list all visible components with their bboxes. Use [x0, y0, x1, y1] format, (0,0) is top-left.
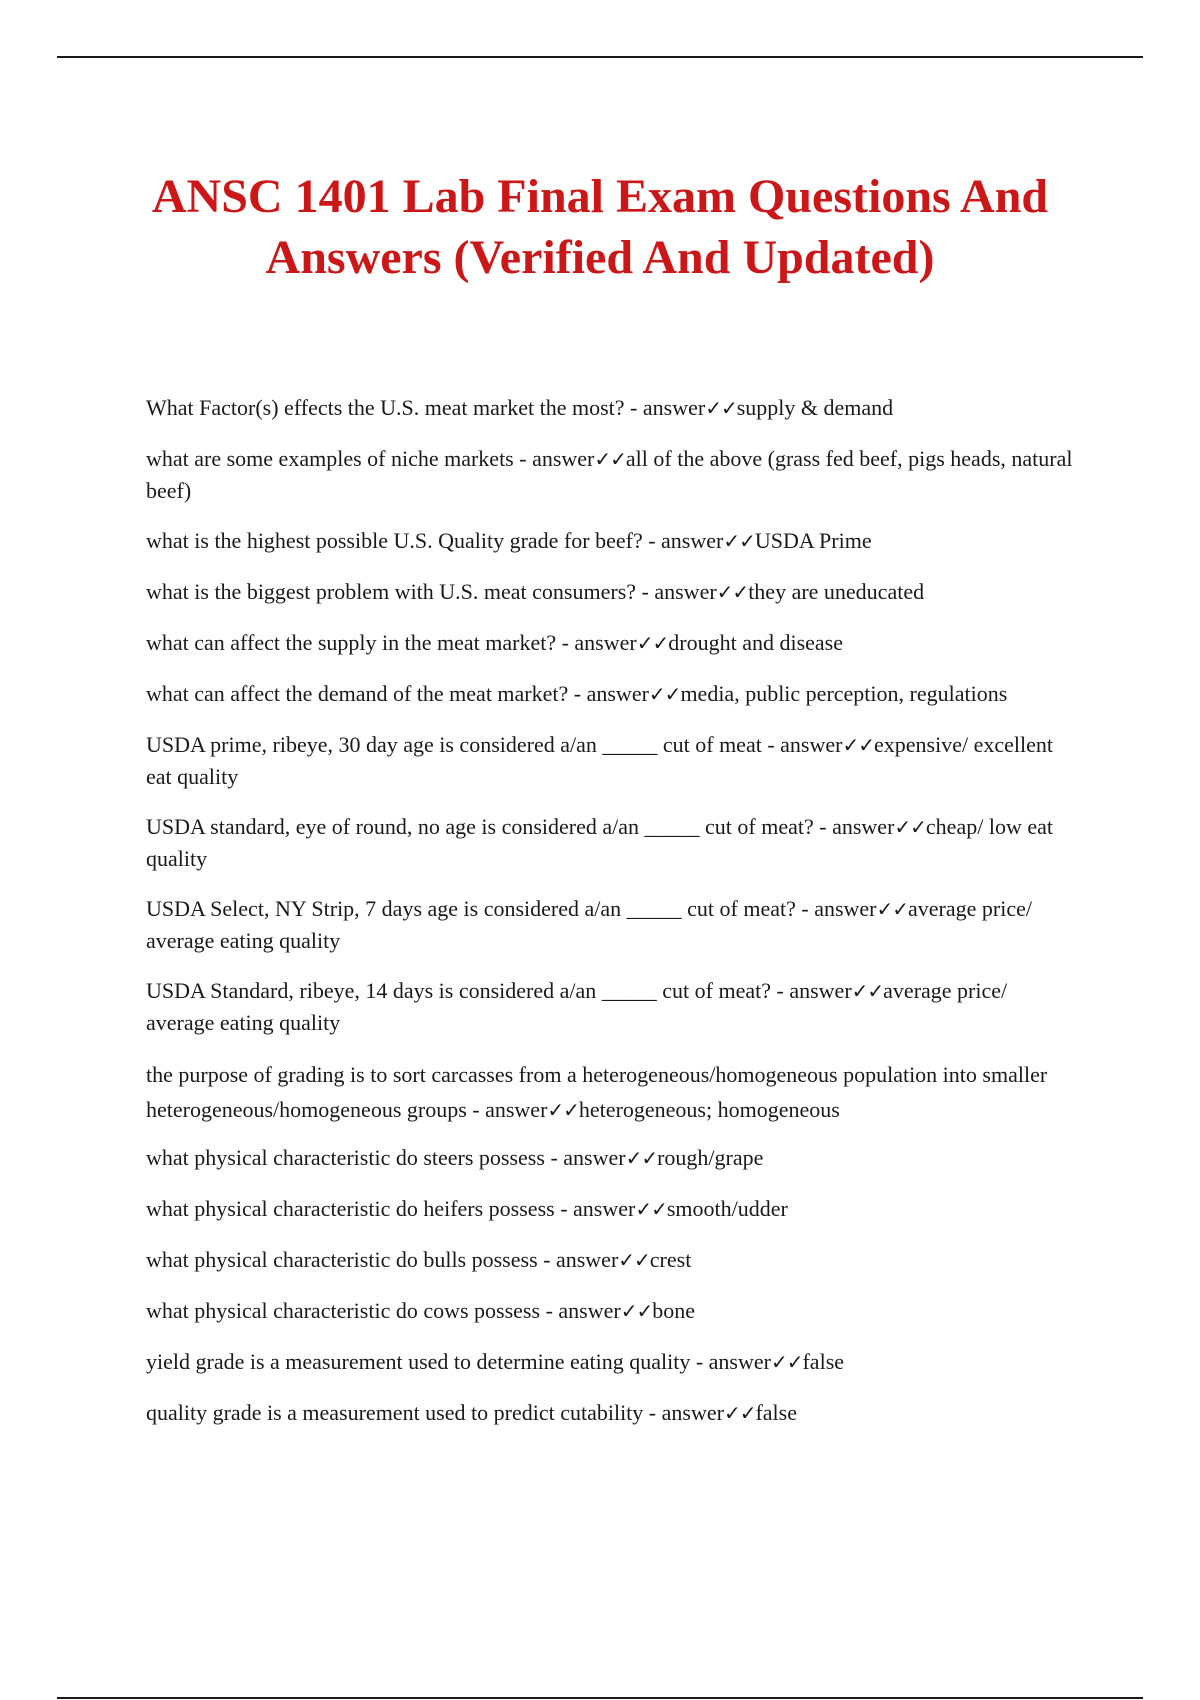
answer-prefix: answer	[708, 1349, 771, 1374]
answer-text: USDA Prime	[754, 528, 872, 553]
question-text: what are some examples of niche markets	[146, 446, 514, 471]
question-text: yield grade is a measurement used to determine eating quality	[146, 1349, 691, 1374]
separator: -	[540, 1298, 559, 1323]
qa-item	[146, 1397, 1076, 1429]
qa-item	[146, 443, 1076, 506]
separator: -	[795, 896, 815, 921]
double-check-icon: ✓✓	[648, 682, 681, 706]
double-check-icon: ✓✓	[705, 396, 737, 420]
separator: -	[643, 1400, 662, 1425]
question-text: what physical characteristic do cows possess	[146, 1298, 541, 1323]
question-text: USDA standard, eye of round, no age is considered a/an _____ cut of meat?	[146, 814, 814, 839]
separator: -	[544, 1145, 564, 1170]
question-text: What Factor(s) effects the U.S. meat market the most?	[146, 395, 625, 420]
document-title: ANSC 1401 Lab Final Exam Questions And Answers (Verified And Updated)	[151, 170, 1049, 284]
double-check-icon: ✓✓	[723, 1401, 756, 1425]
question-text: USDA Select, NY Strip, 7 days age is considered a/an _____ cut of meat?	[146, 896, 796, 921]
double-check-icon: ✓✓	[635, 1197, 667, 1221]
answer-text: they are uneducated	[748, 579, 925, 604]
separator: -	[761, 732, 781, 757]
answer-prefix: answer	[661, 1400, 724, 1425]
qa-item	[146, 678, 1076, 710]
separator: -	[813, 814, 833, 839]
question-text: USDA Standard, ribeye, 14 days is considered a/an _____ cut of meat?	[146, 978, 772, 1003]
answer-prefix: answer	[832, 814, 895, 839]
qa-item	[146, 1057, 1076, 1128]
qa-item	[146, 893, 1076, 956]
answer-text: cheap/ low eat quality	[146, 814, 1053, 871]
separator: -	[771, 978, 790, 1003]
double-check-icon: ✓✓	[636, 631, 669, 655]
question-text: USDA prime, ribeye, 30 day age is considered a/an _____ cut of meat	[146, 732, 762, 757]
question-text: the purpose of grading is to sort carcasses from a heterogeneous/homogeneous population into smaller heterogeneous/homogeneous groups	[146, 1062, 1048, 1122]
question-text: what can affect the demand of the meat market?	[146, 681, 569, 706]
answer-prefix: answer	[586, 681, 649, 706]
double-check-icon: ✓✓	[842, 733, 874, 757]
qa-item	[146, 811, 1076, 874]
question-text: what physical characteristic do bulls possess	[146, 1247, 538, 1272]
qa-item	[146, 1295, 1076, 1327]
question-text: quality grade is a measurement used to predict cutability	[146, 1400, 644, 1425]
double-check-icon: ✓✓	[770, 1350, 803, 1374]
answer-prefix: answer	[532, 446, 595, 471]
qa-item	[146, 627, 1076, 659]
double-check-icon: ✓✓	[618, 1248, 650, 1272]
separator: -	[513, 446, 533, 471]
qa-item	[146, 1346, 1076, 1378]
answer-prefix: answer	[814, 896, 877, 921]
answer-prefix: answer	[563, 1145, 626, 1170]
qa-list	[146, 392, 1076, 1448]
answer-prefix: answer	[555, 1247, 619, 1272]
answer-prefix: answer	[780, 732, 843, 757]
separator: -	[568, 681, 587, 706]
answer-prefix: answer	[574, 630, 637, 655]
question-text: what is the highest possible U.S. Quality grade for beef?	[146, 528, 643, 553]
answer-text: heterogeneous; homogeneous	[578, 1097, 840, 1122]
answer-text: supply & demand	[736, 395, 894, 420]
answer-prefix: answer	[573, 1196, 636, 1221]
answer-text: drought and disease	[668, 630, 843, 655]
separator: -	[554, 1196, 574, 1221]
top-rule	[57, 56, 1143, 58]
double-check-icon: ✓✓	[716, 580, 749, 604]
answer-prefix: answer	[654, 579, 717, 604]
answer-text: false	[755, 1400, 797, 1425]
question-text: what physical characteristic do heifers possess	[146, 1196, 555, 1221]
answer-prefix: answer	[789, 978, 852, 1003]
qa-item	[146, 729, 1076, 792]
separator: -	[690, 1349, 709, 1374]
answer-prefix: answer	[642, 395, 706, 420]
answer-prefix: answer	[485, 1097, 548, 1122]
answer-text: media, public perception, regulations	[680, 681, 1008, 706]
answer-text: average price/ average eating quality	[146, 978, 1008, 1035]
answer-text: smooth/udder	[666, 1196, 788, 1221]
double-check-icon: ✓✓	[723, 529, 755, 553]
double-check-icon: ✓✓	[851, 979, 884, 1003]
double-check-icon: ✓✓	[876, 897, 909, 921]
question-text: what physical characteristic do steers possess	[146, 1145, 545, 1170]
answer-text: crest	[649, 1247, 692, 1272]
answer-text: expensive/ excellent eat quality	[146, 732, 1053, 789]
answer-prefix: answer	[558, 1298, 621, 1323]
answer-text: bone	[652, 1298, 695, 1323]
qa-item	[146, 525, 1076, 557]
answer-text: rough/grape	[657, 1145, 764, 1170]
double-check-icon: ✓✓	[594, 447, 626, 471]
answer-prefix: answer	[661, 528, 724, 553]
answer-text: false	[802, 1349, 845, 1374]
double-check-icon: ✓✓	[620, 1299, 653, 1323]
qa-item	[146, 1142, 1076, 1174]
question-text: what is the biggest problem with U.S. meat consumers?	[146, 579, 637, 604]
qa-item	[146, 1193, 1076, 1225]
qa-item	[146, 392, 1076, 424]
double-check-icon: ✓✓	[894, 815, 926, 839]
separator: -	[466, 1097, 486, 1122]
separator: -	[624, 395, 643, 420]
separator: -	[537, 1247, 556, 1272]
question-text: what can affect the supply in the meat market?	[146, 630, 557, 655]
separator: -	[642, 528, 662, 553]
answer-text: average price/ average eating quality	[146, 896, 1032, 953]
answer-text: all of the above (grass fed beef, pigs heads, natural beef)	[146, 446, 1073, 503]
double-check-icon: ✓✓	[547, 1098, 579, 1122]
double-check-icon: ✓✓	[625, 1146, 658, 1170]
qa-item	[146, 576, 1076, 608]
qa-item	[146, 1244, 1076, 1276]
separator: -	[636, 579, 655, 604]
qa-item	[146, 975, 1076, 1038]
bottom-rule	[57, 1697, 1143, 1699]
separator: -	[556, 630, 575, 655]
